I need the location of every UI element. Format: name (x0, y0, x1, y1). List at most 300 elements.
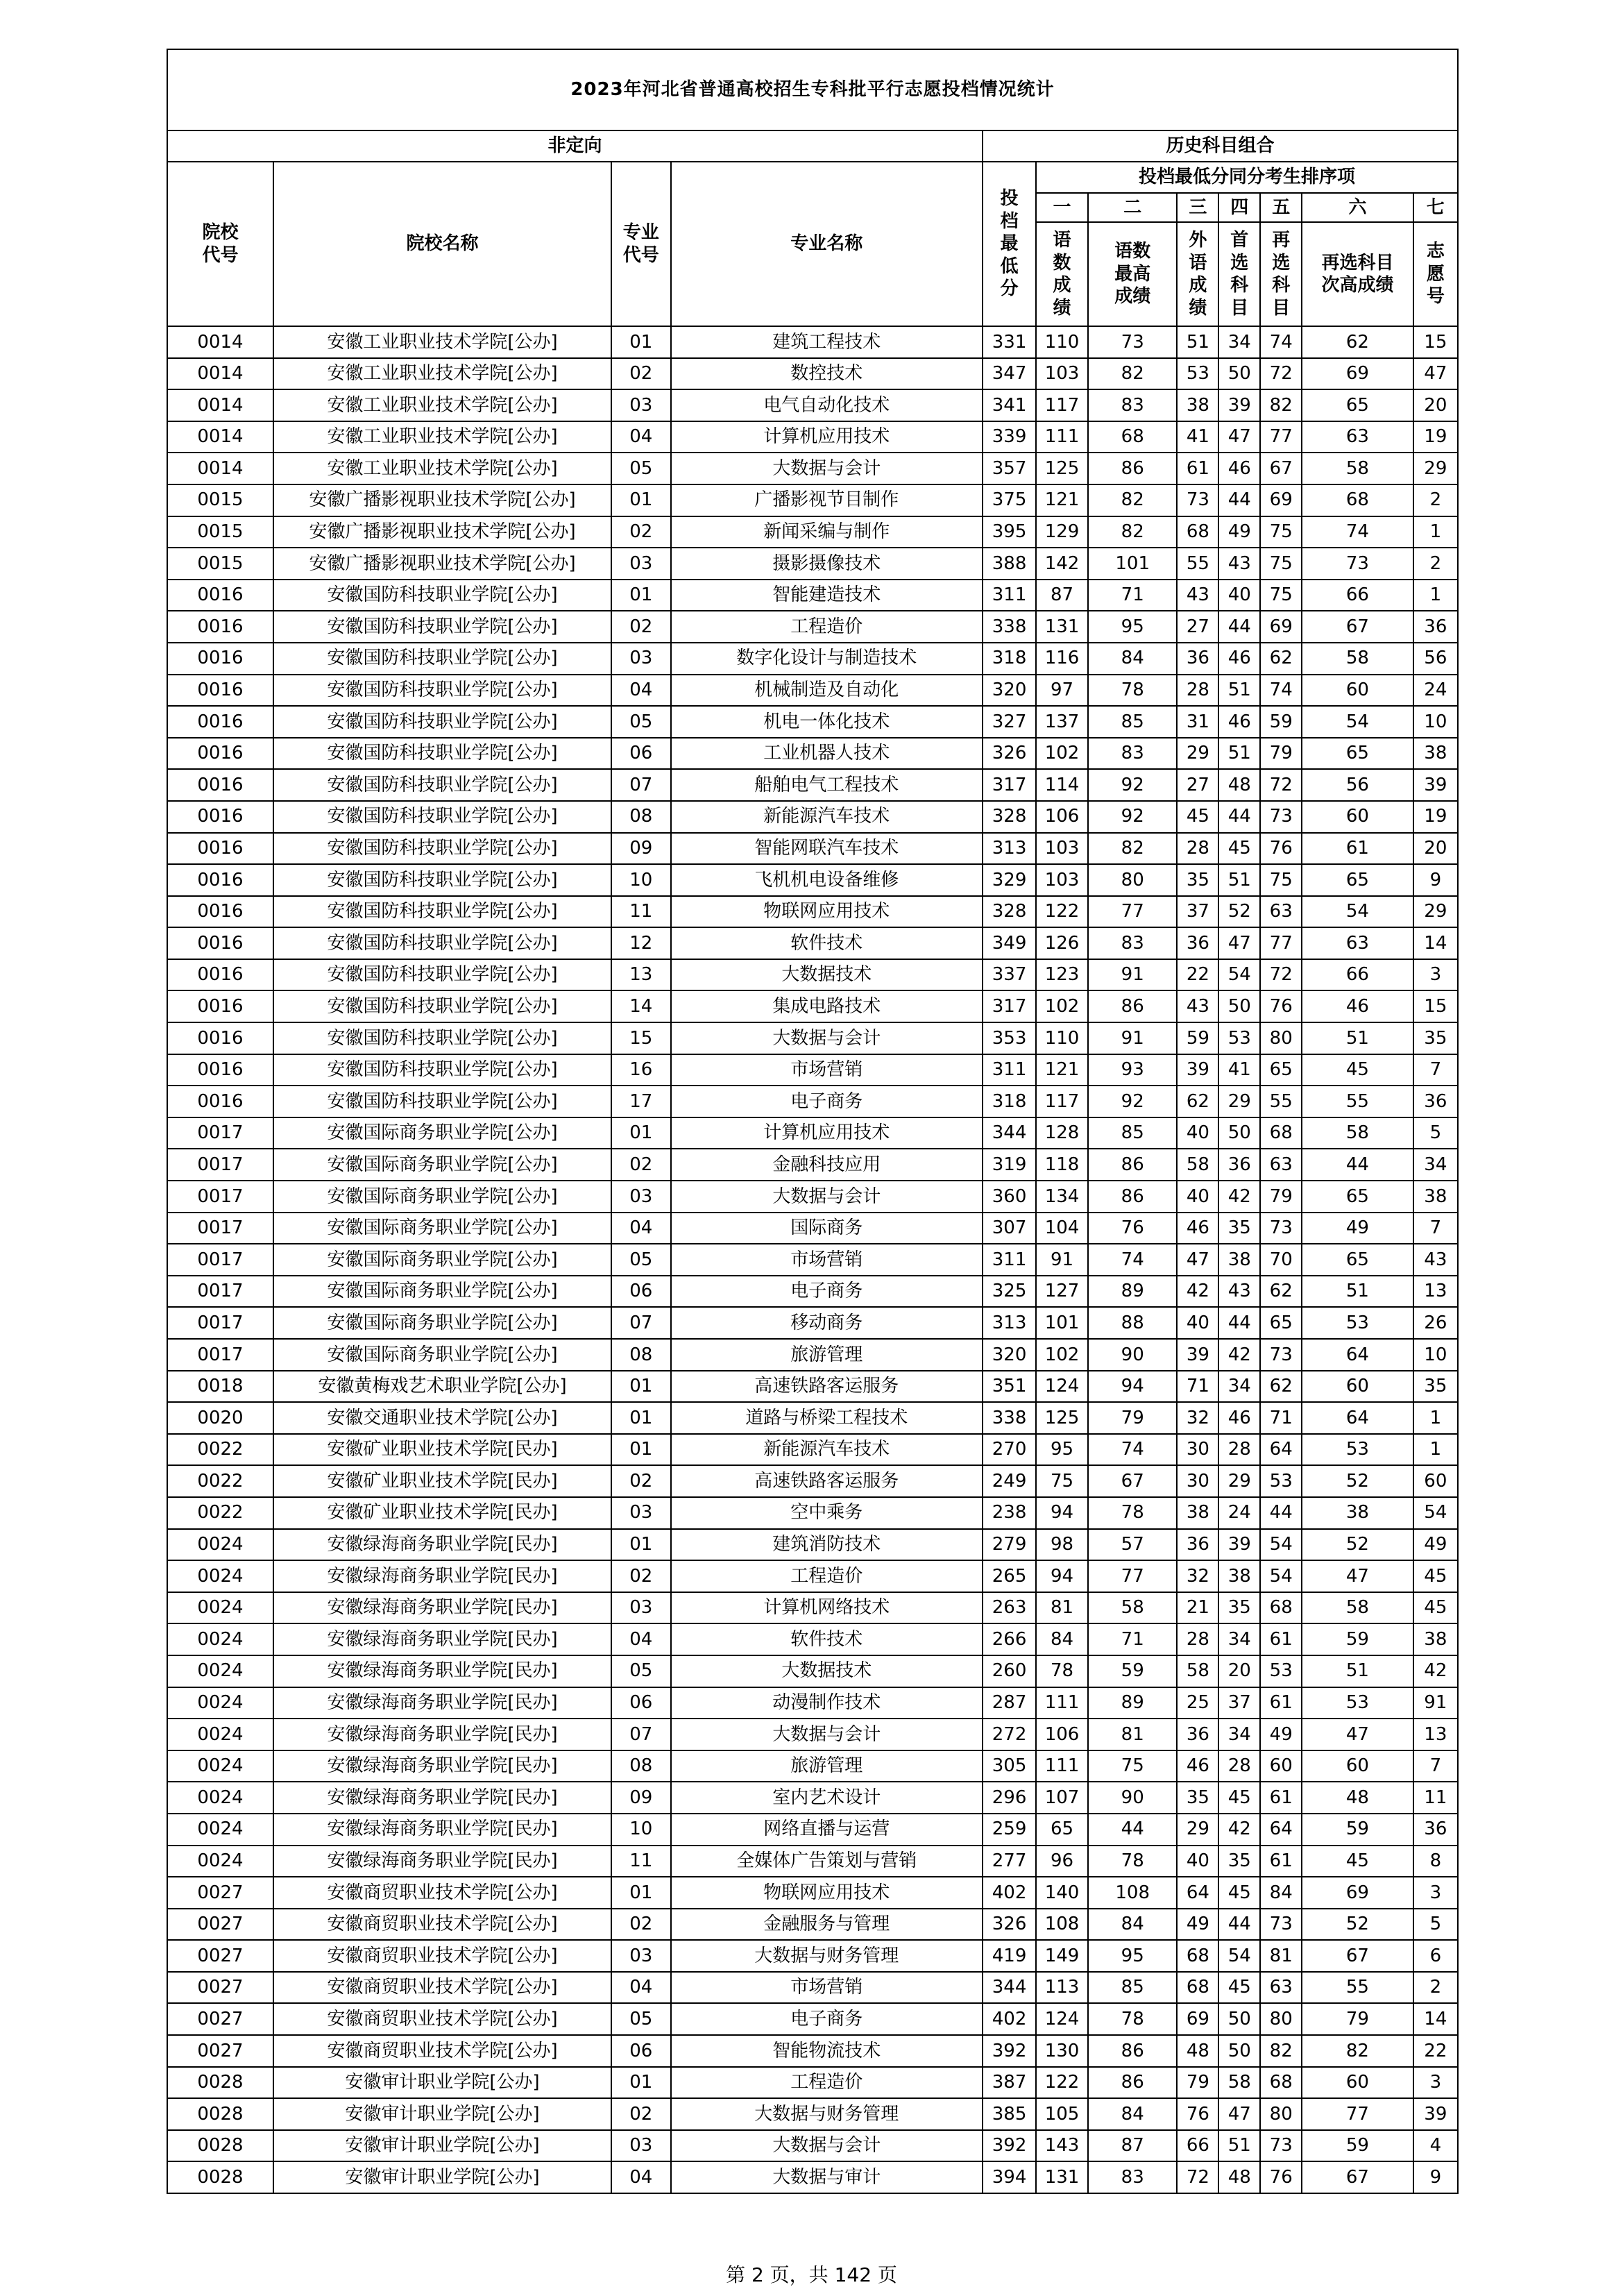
cell-elective-subject: 65 (1260, 1307, 1302, 1339)
table-row (167, 1814, 1458, 1846)
table-title: 2023年河北省普通高校招生专科批平行志愿投档情况统计 (167, 49, 1458, 130)
cell-college-code: 0016 (167, 896, 273, 928)
cell-first-subject: 42 (1218, 1181, 1260, 1213)
cell-min-score: 311 (983, 580, 1036, 611)
table-row (167, 990, 1458, 1022)
cell-chinese-math-score: 123 (1036, 959, 1088, 991)
table-row (167, 1402, 1458, 1434)
cell-foreign-language: 41 (1177, 421, 1218, 453)
cell-elective-subject: 69 (1260, 484, 1302, 516)
cell-major-code: 11 (611, 896, 671, 928)
cell-major-name: 新能源汽车技术 (671, 801, 983, 833)
cell-foreign-language: 28 (1177, 1623, 1218, 1655)
table-row (167, 1213, 1458, 1244)
cell-elective-subject: 68 (1260, 1117, 1302, 1149)
cell-major-name: 移动商务 (671, 1307, 983, 1339)
cell-college-code: 0024 (167, 1623, 273, 1655)
cell-elective-second-high: 62 (1302, 326, 1413, 358)
cell-chinese-math-max: 57 (1088, 1529, 1177, 1561)
cell-college-code: 0016 (167, 580, 273, 611)
cell-major-code: 01 (611, 1402, 671, 1434)
cell-college-name: 安徽国际商务职业学院[公办] (273, 1213, 611, 1244)
cell-elective-subject: 76 (1260, 833, 1302, 865)
cell-elective-subject: 54 (1260, 1560, 1302, 1592)
cell-chinese-math-score: 97 (1036, 675, 1088, 707)
cell-college-name: 安徽国际商务职业学院[公办] (273, 1244, 611, 1276)
cell-preference-number: 29 (1413, 453, 1458, 484)
cell-first-subject: 47 (1218, 2098, 1260, 2130)
cell-elective-second-high: 54 (1302, 706, 1413, 738)
cell-first-subject: 44 (1218, 1909, 1260, 1941)
cell-preference-number: 19 (1413, 801, 1458, 833)
cell-major-name: 道路与桥梁工程技术 (671, 1402, 983, 1434)
table-row (167, 1972, 1458, 2004)
cell-college-code: 0024 (167, 1750, 273, 1782)
cell-elective-second-high: 52 (1302, 1529, 1413, 1561)
cell-elective-second-high: 67 (1302, 2161, 1413, 2193)
cell-elective-subject: 76 (1260, 990, 1302, 1022)
cell-chinese-math-score: 102 (1036, 738, 1088, 770)
cell-foreign-language: 68 (1177, 1972, 1218, 2004)
cell-first-subject: 39 (1218, 389, 1260, 421)
header-foreign-language: 外语成绩 (1177, 222, 1218, 326)
cell-chinese-math-score: 125 (1036, 1402, 1088, 1434)
cell-major-name: 大数据与会计 (671, 1181, 983, 1213)
table-row (167, 675, 1458, 707)
cell-elective-subject: 77 (1260, 421, 1302, 453)
cell-major-code: 03 (611, 548, 671, 580)
cell-major-name: 新能源汽车技术 (671, 1434, 983, 1466)
table-row (167, 1371, 1458, 1403)
cell-chinese-math-max: 78 (1088, 675, 1177, 707)
cell-major-code: 02 (611, 1909, 671, 1941)
cell-chinese-math-score: 122 (1036, 2067, 1088, 2099)
cell-first-subject: 41 (1218, 1054, 1260, 1086)
cell-min-score: 394 (983, 2161, 1036, 2193)
cell-major-name: 高速铁路客运服务 (671, 1465, 983, 1497)
cell-elective-second-high: 54 (1302, 896, 1413, 928)
cell-elective-second-high: 58 (1302, 643, 1413, 675)
cell-major-code: 09 (611, 833, 671, 865)
cell-min-score: 325 (983, 1276, 1036, 1308)
cell-college-code: 0027 (167, 2003, 273, 2035)
cell-elective-subject: 67 (1260, 453, 1302, 484)
cell-first-subject: 28 (1218, 1434, 1260, 1466)
cell-elective-second-high: 82 (1302, 2035, 1413, 2067)
cell-major-code: 01 (611, 1434, 671, 1466)
cell-elective-subject: 74 (1260, 675, 1302, 707)
cell-college-code: 0022 (167, 1497, 273, 1529)
cell-preference-number: 19 (1413, 421, 1458, 453)
cell-foreign-language: 37 (1177, 896, 1218, 928)
table-row (167, 896, 1458, 928)
cell-chinese-math-score: 124 (1036, 1371, 1088, 1403)
cell-min-score: 338 (983, 611, 1036, 643)
table-row (167, 1434, 1458, 1466)
cell-college-name: 安徽绿海商务职业学院[民办] (273, 1560, 611, 1592)
cell-major-name: 市场营销 (671, 1972, 983, 2004)
cell-chinese-math-max: 91 (1088, 959, 1177, 991)
cell-major-code: 07 (611, 769, 671, 801)
cell-elective-subject: 53 (1260, 1465, 1302, 1497)
header-elective-subject: 再选科目 (1260, 222, 1302, 326)
cell-major-code: 12 (611, 927, 671, 959)
cell-elective-second-high: 48 (1302, 1782, 1413, 1814)
cell-major-name: 飞机机电设备维修 (671, 864, 983, 896)
cell-elective-second-high: 59 (1302, 2130, 1413, 2162)
cell-major-code: 03 (611, 2130, 671, 2162)
cell-foreign-language: 64 (1177, 1877, 1218, 1909)
cell-min-score: 357 (983, 453, 1036, 484)
cell-college-name: 安徽国防科技职业学院[公办] (273, 864, 611, 896)
cell-college-code: 0024 (167, 1592, 273, 1624)
cell-chinese-math-max: 95 (1088, 1940, 1177, 1972)
cell-elective-subject: 68 (1260, 1592, 1302, 1624)
cell-min-score: 385 (983, 2098, 1036, 2130)
cell-college-name: 安徽国防科技职业学院[公办] (273, 643, 611, 675)
table-row (167, 1339, 1458, 1371)
cell-major-code: 05 (611, 706, 671, 738)
cell-elective-subject: 73 (1260, 2130, 1302, 2162)
cell-elective-subject: 55 (1260, 1086, 1302, 1117)
cell-foreign-language: 69 (1177, 2003, 1218, 2035)
table-row (167, 1244, 1458, 1276)
cell-major-name: 建筑消防技术 (671, 1529, 983, 1561)
cell-chinese-math-max: 108 (1088, 1877, 1177, 1909)
cell-major-code: 10 (611, 864, 671, 896)
cell-major-code: 05 (611, 1244, 671, 1276)
cell-major-name: 大数据与会计 (671, 1022, 983, 1054)
cell-foreign-language: 32 (1177, 1560, 1218, 1592)
cell-chinese-math-max: 71 (1088, 1623, 1177, 1655)
cell-min-score: 341 (983, 389, 1036, 421)
cell-first-subject: 34 (1218, 1623, 1260, 1655)
cell-elective-second-high: 66 (1302, 580, 1413, 611)
cell-major-name: 大数据技术 (671, 1655, 983, 1687)
cell-elective-second-high: 63 (1302, 421, 1413, 453)
cell-preference-number: 35 (1413, 1022, 1458, 1054)
table-row (167, 358, 1458, 390)
cell-foreign-language: 30 (1177, 1465, 1218, 1497)
cell-first-subject: 51 (1218, 2130, 1260, 2162)
cell-preference-number: 20 (1413, 389, 1458, 421)
cell-elective-second-high: 52 (1302, 1909, 1413, 1941)
cell-chinese-math-max: 101 (1088, 548, 1177, 580)
cell-chinese-math-max: 82 (1088, 516, 1177, 548)
cell-major-code: 04 (611, 1972, 671, 2004)
table-row (167, 1086, 1458, 1117)
cell-foreign-language: 36 (1177, 643, 1218, 675)
cell-foreign-language: 28 (1177, 833, 1218, 865)
cell-min-score: 326 (983, 1909, 1036, 1941)
table-row (167, 1529, 1458, 1561)
cell-first-subject: 45 (1218, 1782, 1260, 1814)
cell-major-name: 软件技术 (671, 927, 983, 959)
cell-chinese-math-max: 88 (1088, 1307, 1177, 1339)
cell-elective-subject: 60 (1260, 1750, 1302, 1782)
cell-college-name: 安徽工业职业技术学院[公办] (273, 421, 611, 453)
cell-preference-number: 6 (1413, 1940, 1458, 1972)
cell-major-code: 04 (611, 1623, 671, 1655)
cell-elective-subject: 82 (1260, 2035, 1302, 2067)
cell-chinese-math-score: 131 (1036, 611, 1088, 643)
cell-elective-subject: 77 (1260, 927, 1302, 959)
cell-college-code: 0027 (167, 1972, 273, 2004)
cell-chinese-math-max: 71 (1088, 580, 1177, 611)
cell-elective-subject: 65 (1260, 1054, 1302, 1086)
cell-min-score: 317 (983, 990, 1036, 1022)
cell-preference-number: 14 (1413, 2003, 1458, 2035)
cell-preference-number: 54 (1413, 1497, 1458, 1529)
cell-foreign-language: 45 (1177, 801, 1218, 833)
cell-elective-subject: 61 (1260, 1687, 1302, 1719)
cell-min-score: 238 (983, 1497, 1036, 1529)
cell-college-code: 0028 (167, 2130, 273, 2162)
table-row (167, 1465, 1458, 1497)
cell-chinese-math-score: 118 (1036, 1149, 1088, 1181)
cell-first-subject: 45 (1218, 833, 1260, 865)
table-row (167, 1719, 1458, 1750)
cell-preference-number: 38 (1413, 1181, 1458, 1213)
cell-elective-second-high: 45 (1302, 1846, 1413, 1877)
cell-college-name: 安徽黄梅戏艺术职业学院[公办] (273, 1371, 611, 1403)
cell-elective-subject: 44 (1260, 1497, 1302, 1529)
cell-first-subject: 46 (1218, 453, 1260, 484)
cell-chinese-math-max: 90 (1088, 1339, 1177, 1371)
cell-chinese-math-max: 85 (1088, 1972, 1177, 2004)
cell-chinese-math-score: 134 (1036, 1181, 1088, 1213)
cell-chinese-math-score: 107 (1036, 1782, 1088, 1814)
cell-college-code: 0016 (167, 1086, 273, 1117)
cell-college-code: 0024 (167, 1655, 273, 1687)
cell-college-name: 安徽绿海商务职业学院[民办] (273, 1782, 611, 1814)
cell-elective-second-high: 60 (1302, 801, 1413, 833)
cell-college-code: 0016 (167, 801, 273, 833)
cell-elective-second-high: 55 (1302, 1972, 1413, 2004)
cell-major-code: 16 (611, 1054, 671, 1086)
cell-preference-number: 15 (1413, 326, 1458, 358)
cell-first-subject: 38 (1218, 1244, 1260, 1276)
cell-chinese-math-score: 116 (1036, 643, 1088, 675)
cell-elective-subject: 75 (1260, 516, 1302, 548)
cell-chinese-math-max: 78 (1088, 1846, 1177, 1877)
cell-major-name: 物联网应用技术 (671, 1877, 983, 1909)
cell-foreign-language: 35 (1177, 864, 1218, 896)
cell-major-name: 数字化设计与制造技术 (671, 643, 983, 675)
cell-chinese-math-max: 92 (1088, 1086, 1177, 1117)
cell-college-name: 安徽商贸职业技术学院[公办] (273, 2035, 611, 2067)
cell-chinese-math-score: 137 (1036, 706, 1088, 738)
cell-elective-second-high: 58 (1302, 1117, 1413, 1149)
cell-chinese-math-score: 140 (1036, 1877, 1088, 1909)
cell-major-code: 15 (611, 1022, 671, 1054)
cell-foreign-language: 30 (1177, 1434, 1218, 1466)
cell-college-name: 安徽国际商务职业学院[公办] (273, 1339, 611, 1371)
cell-elective-second-high: 58 (1302, 453, 1413, 484)
cell-preference-number: 56 (1413, 643, 1458, 675)
cell-elective-subject: 80 (1260, 2098, 1302, 2130)
cell-elective-subject: 63 (1260, 1972, 1302, 2004)
table-row (167, 453, 1458, 484)
cell-major-name: 工程造价 (671, 2067, 983, 2099)
cell-college-name: 安徽矿业职业技术学院[民办] (273, 1434, 611, 1466)
cell-min-score: 392 (983, 2130, 1036, 2162)
cell-foreign-language: 29 (1177, 738, 1218, 770)
cell-college-name: 安徽广播影视职业技术学院[公办] (273, 516, 611, 548)
cell-major-name: 电子商务 (671, 1276, 983, 1308)
cell-elective-second-high: 51 (1302, 1655, 1413, 1687)
cell-chinese-math-max: 58 (1088, 1592, 1177, 1624)
cell-major-code: 08 (611, 1750, 671, 1782)
cell-first-subject: 37 (1218, 1687, 1260, 1719)
cell-elective-second-high: 53 (1302, 1687, 1413, 1719)
cell-min-score: 339 (983, 421, 1036, 453)
cell-min-score: 329 (983, 864, 1036, 896)
cell-preference-number: 1 (1413, 1402, 1458, 1434)
cell-min-score: 402 (983, 1877, 1036, 1909)
cell-elective-second-high: 69 (1302, 358, 1413, 390)
cell-major-code: 06 (611, 738, 671, 770)
cell-chinese-math-score: 96 (1036, 1846, 1088, 1877)
cell-elective-second-high: 60 (1302, 1371, 1413, 1403)
cell-min-score: 249 (983, 1465, 1036, 1497)
cell-chinese-math-score: 87 (1036, 580, 1088, 611)
cell-elective-subject: 72 (1260, 959, 1302, 991)
cell-preference-number: 9 (1413, 2161, 1458, 2193)
cell-college-code: 0020 (167, 1402, 273, 1434)
table-row (167, 1117, 1458, 1149)
cell-first-subject: 39 (1218, 1529, 1260, 1561)
cell-college-name: 安徽国防科技职业学院[公办] (273, 738, 611, 770)
cell-min-score: 375 (983, 484, 1036, 516)
cell-major-code: 02 (611, 611, 671, 643)
cell-major-name: 电气自动化技术 (671, 389, 983, 421)
cell-elective-second-high: 49 (1302, 1213, 1413, 1244)
cell-preference-number: 7 (1413, 1054, 1458, 1086)
cell-major-name: 数控技术 (671, 358, 983, 390)
cell-college-code: 0027 (167, 1877, 273, 1909)
cell-elective-second-high: 59 (1302, 1814, 1413, 1846)
cell-first-subject: 50 (1218, 2035, 1260, 2067)
cell-college-name: 安徽国防科技职业学院[公办] (273, 990, 611, 1022)
cell-first-subject: 29 (1218, 1465, 1260, 1497)
cell-first-subject: 50 (1218, 358, 1260, 390)
table-row (167, 769, 1458, 801)
cell-major-code: 02 (611, 358, 671, 390)
cell-college-name: 安徽广播影视职业技术学院[公办] (273, 484, 611, 516)
cell-major-code: 05 (611, 2003, 671, 2035)
cell-chinese-math-max: 86 (1088, 990, 1177, 1022)
cell-preference-number: 38 (1413, 1623, 1458, 1655)
cell-chinese-math-max: 78 (1088, 1497, 1177, 1529)
cell-chinese-math-max: 82 (1088, 484, 1177, 516)
cell-first-subject: 35 (1218, 1846, 1260, 1877)
cell-college-code: 0024 (167, 1782, 273, 1814)
cell-preference-number: 38 (1413, 738, 1458, 770)
cell-college-name: 安徽审计职业学院[公办] (273, 2161, 611, 2193)
cell-foreign-language: 40 (1177, 1181, 1218, 1213)
cell-college-code: 0015 (167, 548, 273, 580)
cell-elective-second-high: 44 (1302, 1149, 1413, 1181)
cell-min-score: 313 (983, 833, 1036, 865)
cell-foreign-language: 22 (1177, 959, 1218, 991)
cell-chinese-math-max: 85 (1088, 1117, 1177, 1149)
cell-chinese-math-score: 111 (1036, 1750, 1088, 1782)
cell-college-name: 安徽广播影视职业技术学院[公办] (273, 548, 611, 580)
cell-major-name: 国际商务 (671, 1213, 983, 1244)
cell-first-subject: 34 (1218, 1371, 1260, 1403)
cell-preference-number: 47 (1413, 358, 1458, 390)
header-first-subject: 首选科目 (1218, 222, 1260, 326)
cell-college-code: 0016 (167, 864, 273, 896)
cell-min-score: 337 (983, 959, 1036, 991)
cell-foreign-language: 59 (1177, 1022, 1218, 1054)
cell-chinese-math-score: 84 (1036, 1623, 1088, 1655)
table-row (167, 2098, 1458, 2130)
cell-major-name: 大数据与会计 (671, 1719, 983, 1750)
cell-foreign-language: 62 (1177, 1086, 1218, 1117)
cell-preference-number: 14 (1413, 927, 1458, 959)
cell-preference-number: 34 (1413, 1149, 1458, 1181)
cell-chinese-math-max: 77 (1088, 1560, 1177, 1592)
cell-college-name: 安徽国防科技职业学院[公办] (273, 675, 611, 707)
table-row (167, 389, 1458, 421)
cell-major-name: 室内艺术设计 (671, 1782, 983, 1814)
cell-chinese-math-max: 77 (1088, 896, 1177, 928)
cell-first-subject: 34 (1218, 326, 1260, 358)
cell-preference-number: 36 (1413, 611, 1458, 643)
cell-college-name: 安徽国际商务职业学院[公办] (273, 1307, 611, 1339)
cell-elective-second-high: 52 (1302, 1465, 1413, 1497)
cell-elective-second-high: 65 (1302, 738, 1413, 770)
cell-first-subject: 46 (1218, 1402, 1260, 1434)
cell-elective-subject: 73 (1260, 1213, 1302, 1244)
cell-preference-number: 3 (1413, 959, 1458, 991)
cell-elective-subject: 62 (1260, 1371, 1302, 1403)
cell-major-name: 大数据与财务管理 (671, 2098, 983, 2130)
cell-college-code: 0016 (167, 959, 273, 991)
table-row (167, 864, 1458, 896)
cell-college-name: 安徽绿海商务职业学院[民办] (273, 1814, 611, 1846)
cell-college-code: 0028 (167, 2161, 273, 2193)
cell-foreign-language: 35 (1177, 1782, 1218, 1814)
cell-first-subject: 50 (1218, 2003, 1260, 2035)
cell-college-name: 安徽绿海商务职业学院[民办] (273, 1655, 611, 1687)
cell-college-code: 0024 (167, 1560, 273, 1592)
cell-chinese-math-max: 91 (1088, 1022, 1177, 1054)
cell-elective-subject: 79 (1260, 738, 1302, 770)
cell-min-score: 328 (983, 896, 1036, 928)
cell-foreign-language: 36 (1177, 1529, 1218, 1561)
cell-major-name: 大数据与会计 (671, 2130, 983, 2162)
table-row (167, 1687, 1458, 1719)
cell-college-code: 0017 (167, 1307, 273, 1339)
cell-college-code: 0018 (167, 1371, 273, 1403)
cell-chinese-math-score: 131 (1036, 2161, 1088, 2193)
cell-chinese-math-max: 44 (1088, 1814, 1177, 1846)
table-row (167, 2130, 1458, 2162)
cell-major-code: 07 (611, 1719, 671, 1750)
cell-college-code: 0015 (167, 484, 273, 516)
cell-first-subject: 40 (1218, 580, 1260, 611)
cell-min-score: 320 (983, 675, 1036, 707)
cell-chinese-math-max: 67 (1088, 1465, 1177, 1497)
cell-major-name: 摄影摄像技术 (671, 548, 983, 580)
cell-elective-subject: 62 (1260, 643, 1302, 675)
cell-college-name: 安徽审计职业学院[公办] (273, 2098, 611, 2130)
cell-foreign-language: 39 (1177, 1339, 1218, 1371)
cell-chinese-math-score: 127 (1036, 1276, 1088, 1308)
